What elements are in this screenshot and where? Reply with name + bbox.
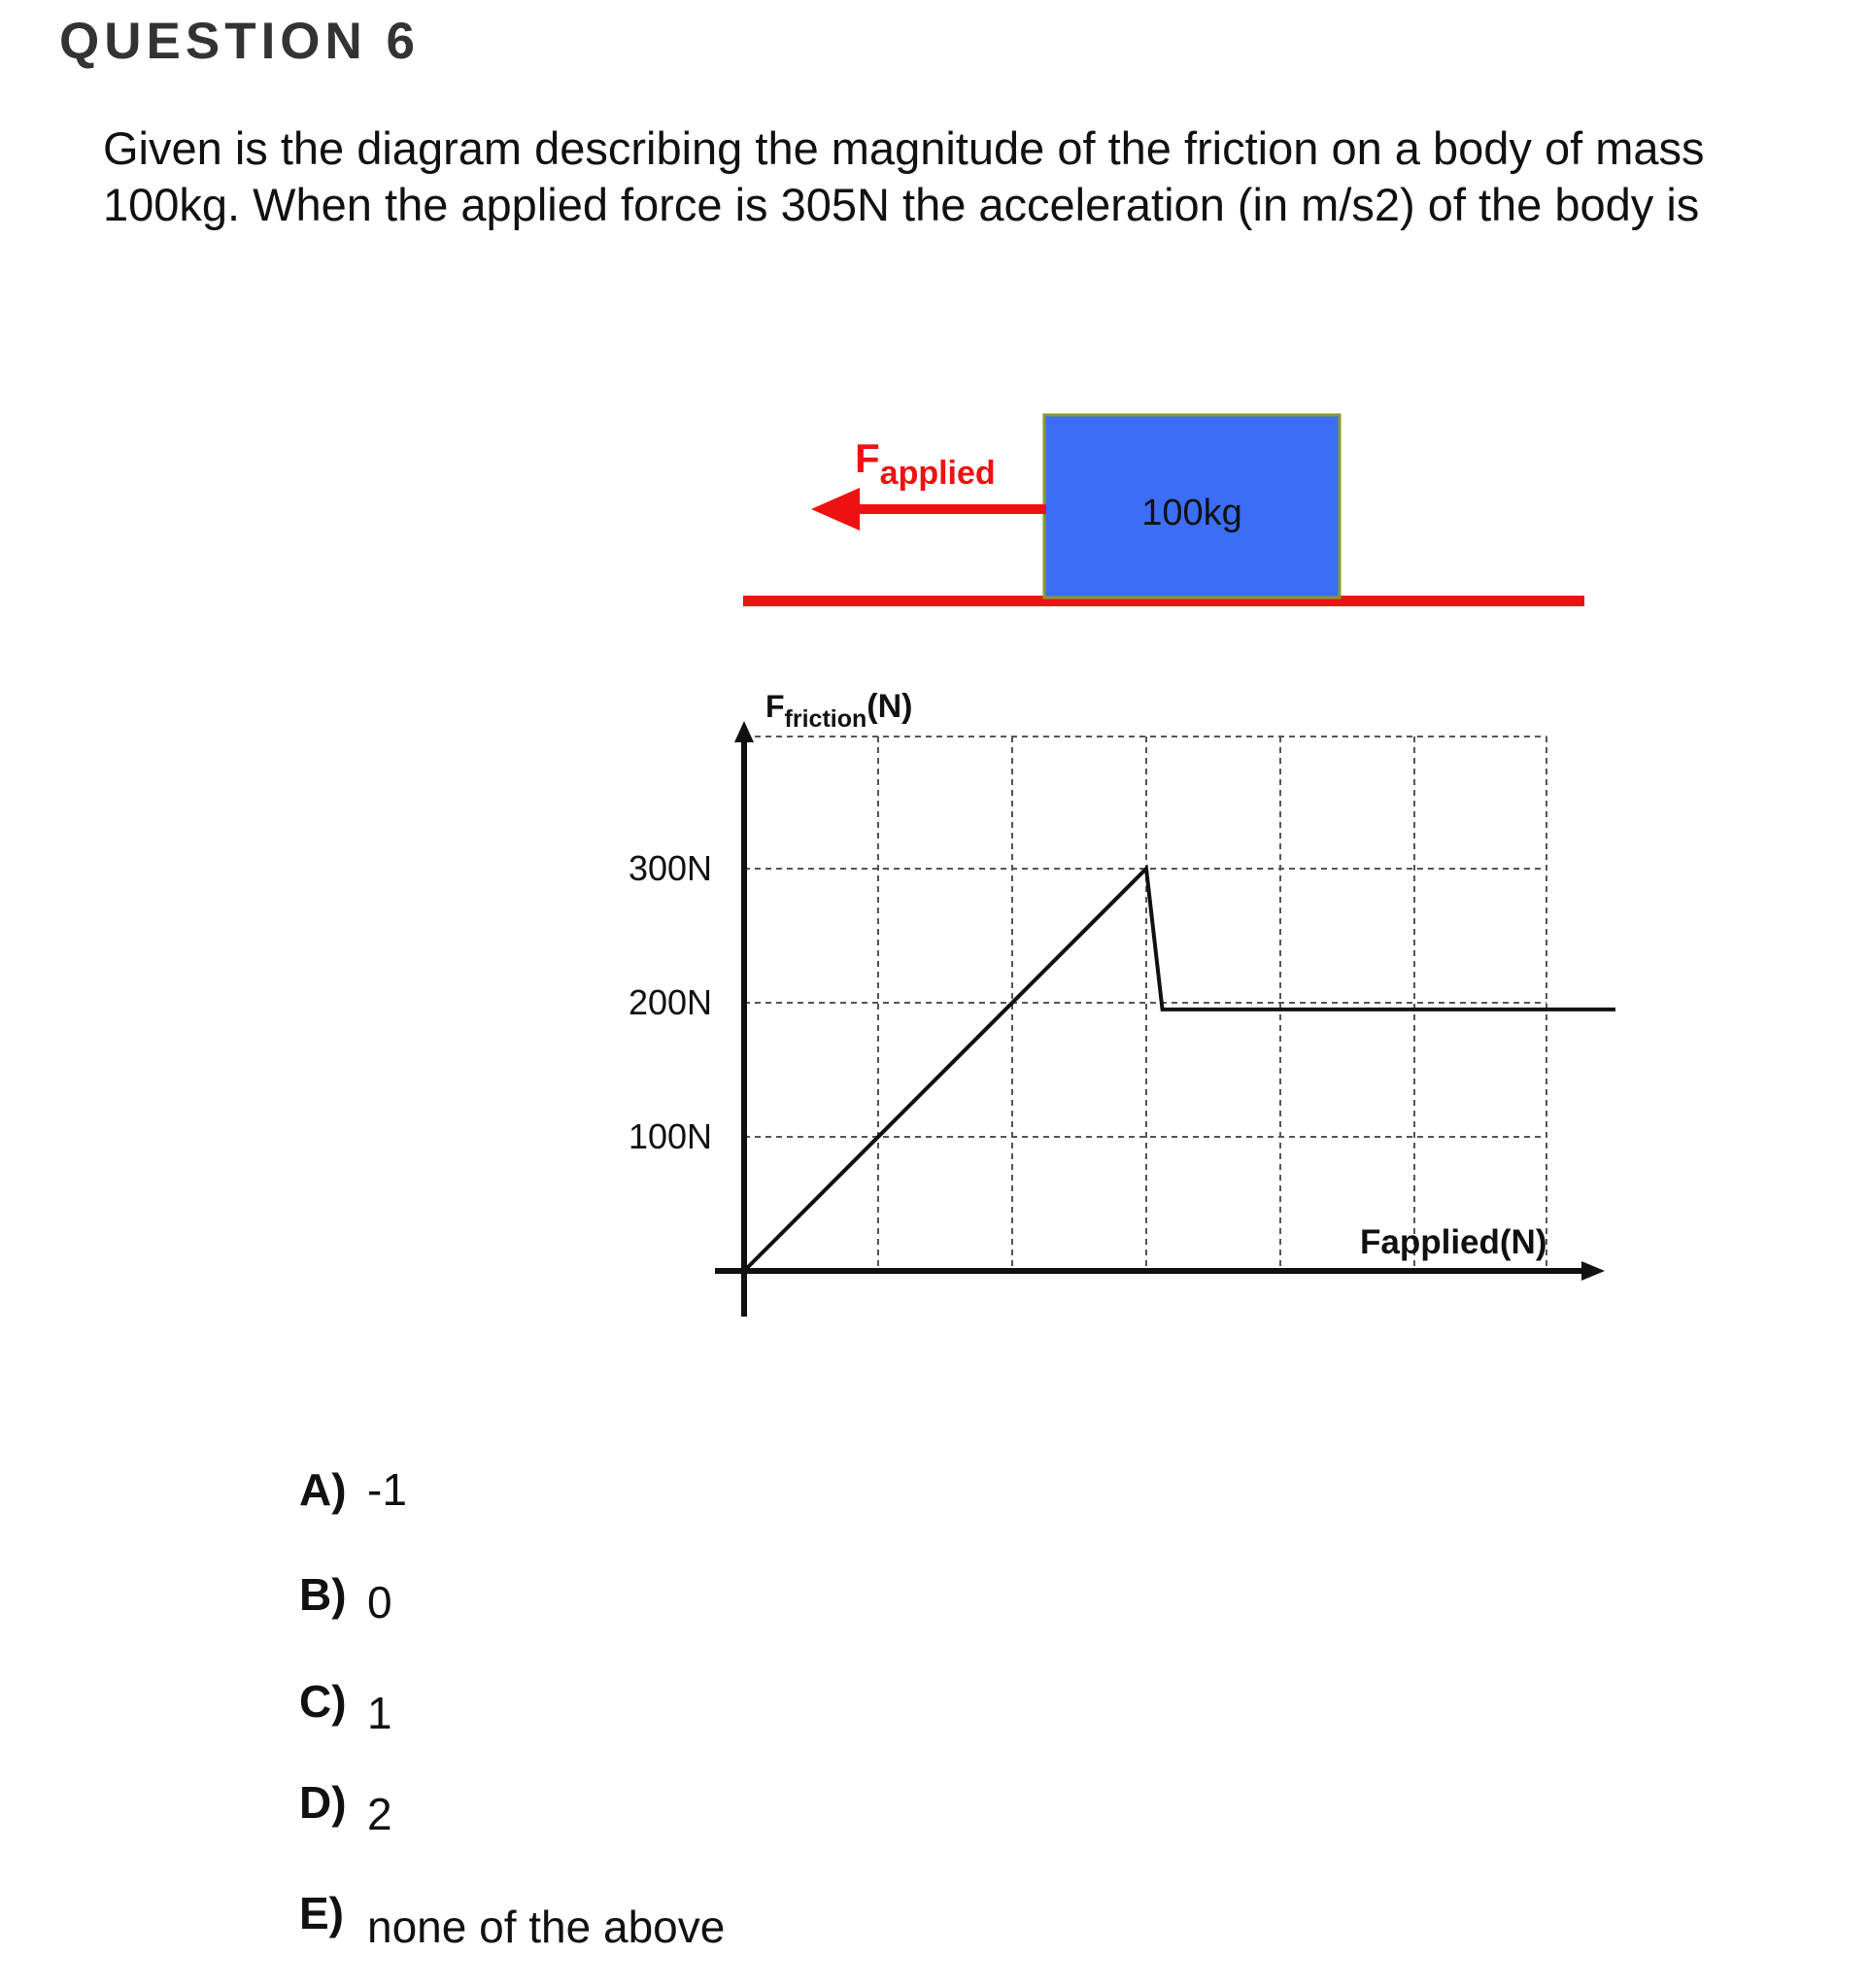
block-diagram: [743, 415, 1584, 606]
y-tick-label: 200N: [628, 982, 712, 1022]
y-axis-arrowhead: [734, 721, 754, 742]
y-axis-label-unit: (N): [867, 688, 913, 725]
mass-block-label: 100kg: [1141, 493, 1242, 533]
applied-force-label: [855, 435, 996, 492]
x-axis-label: Fapplied(N): [1360, 1223, 1547, 1261]
y-tick-label: 100N: [628, 1116, 712, 1156]
choice-c-text: 1: [367, 1688, 392, 1738]
y-tick-label: 300N: [628, 848, 712, 888]
choice-d-text: 2: [367, 1789, 392, 1839]
applied-force-label-sub: applied: [879, 455, 996, 492]
choice-c-letter: C): [299, 1676, 347, 1727]
applied-force-label-main: F: [855, 435, 880, 481]
question-text-line-2: 100kg. When the applied force is 305N the acceleration (in m/s2) of the body is: [103, 179, 1700, 230]
friction-chart: [629, 688, 1615, 1317]
y-tick-labels: [629, 848, 712, 1156]
applied-force-arrow-shaft: [840, 504, 1046, 514]
choice-c[interactable]: [299, 1669, 1465, 1737]
choice-b[interactable]: [299, 1562, 1465, 1630]
chart-series: [744, 869, 1615, 1271]
choice-e[interactable]: [299, 1881, 1465, 1952]
choice-a[interactable]: [299, 1457, 1465, 1525]
y-axis-label-sub: friction: [784, 705, 867, 733]
y-axis-label: [765, 688, 912, 733]
choice-a-text: -1: [367, 1464, 407, 1515]
question-heading: QUESTION 6: [59, 13, 421, 70]
choice-b-text: 0: [367, 1577, 392, 1628]
choice-e-letter: E): [299, 1888, 344, 1938]
chart-grid: [744, 737, 1546, 1271]
choice-e-text: none of the above: [367, 1902, 726, 1952]
choice-a-letter: A): [299, 1464, 347, 1515]
choice-d-letter: D): [299, 1777, 347, 1828]
y-axis-label-main: F: [765, 689, 785, 724]
choice-b-letter: B): [299, 1569, 347, 1620]
choice-d[interactable]: [299, 1770, 1465, 1838]
question-text-line-1: Given is the diagram describing the magnitude of the friction on a body of mass: [103, 122, 1705, 174]
friction-series-line: [744, 869, 1615, 1271]
x-axis-arrowhead: [1581, 1261, 1605, 1281]
applied-force-arrow-head: [811, 488, 860, 531]
